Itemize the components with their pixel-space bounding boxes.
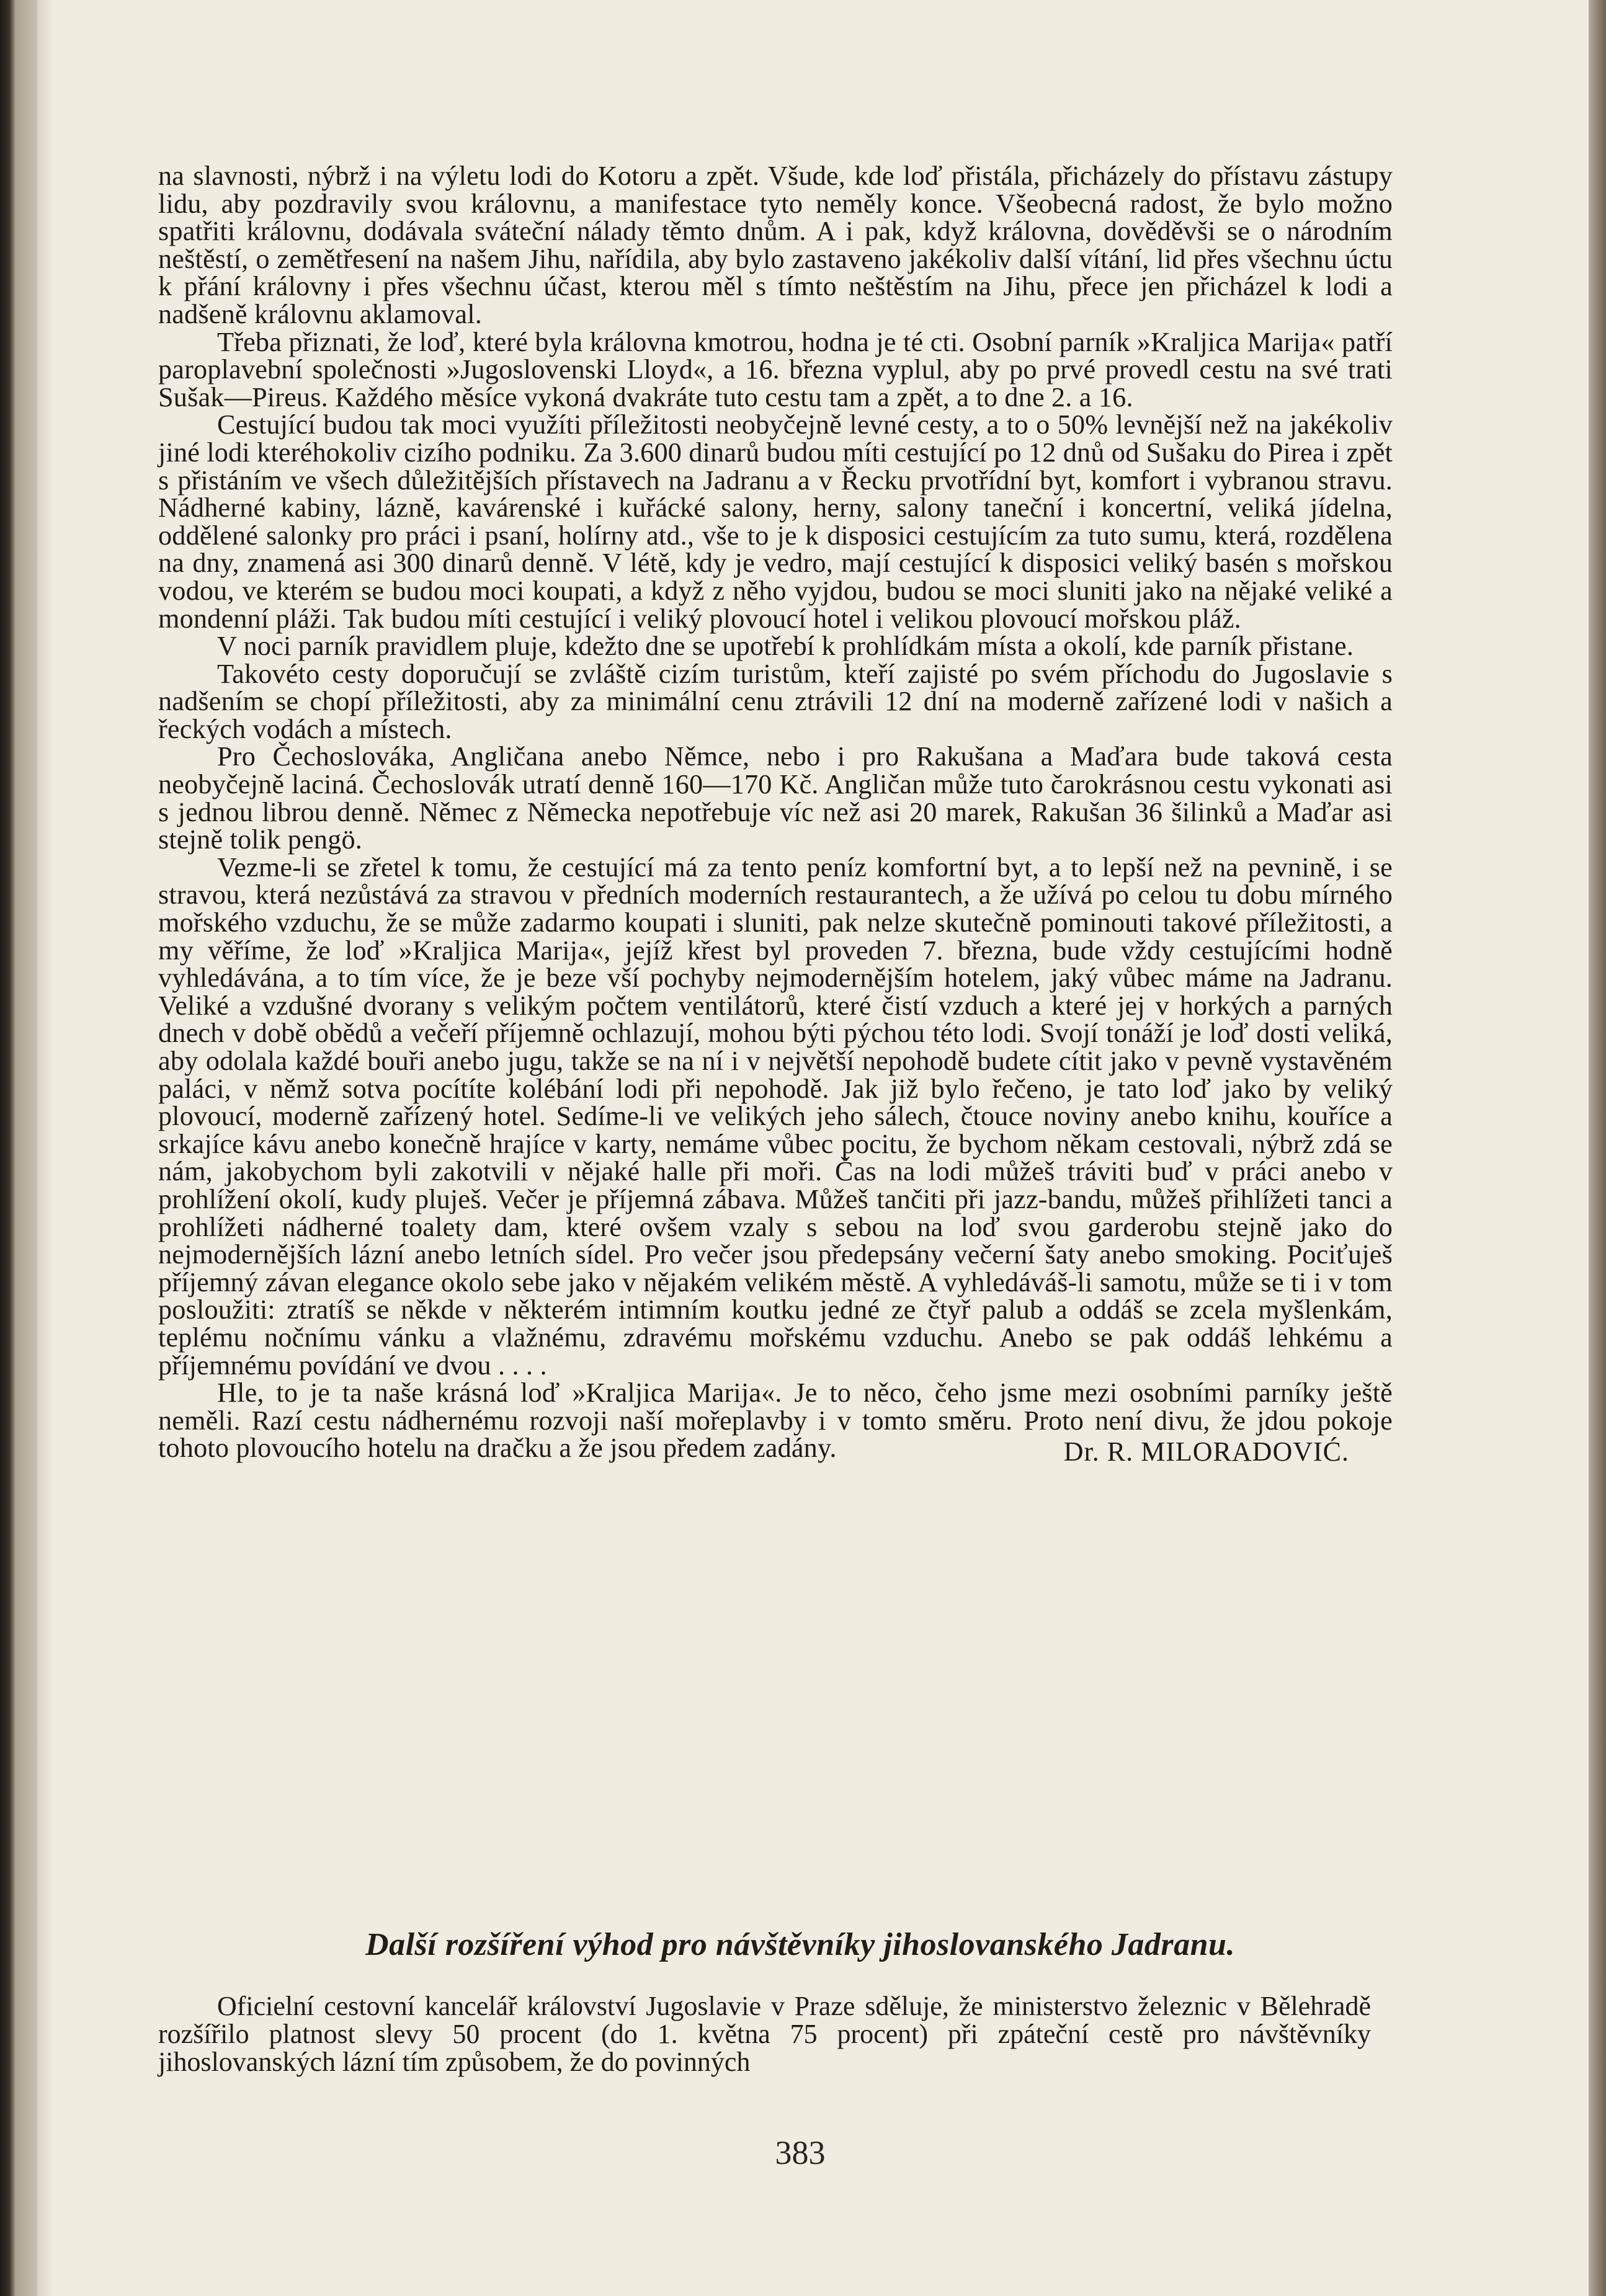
paragraph: Oficielní cestovní kancelář království Jugoslavie v Praze sděluje, že ministerstvo železnic v Bělehradě rozšířilo platnost slevy 50 procent (do 1. května 75 procent) při zpáteční cestě pro návštěvníky jihoslovanských lázní tím způsobem, že do povinných [158, 1991, 1371, 2077]
page-number: 383 [775, 2134, 826, 2171]
spine-shadow [16, 0, 53, 2296]
article-body [158, 161, 1393, 1467]
paragraph: V noci parník pravidlem pluje, kdežto dne se upotřebí k prohlídkám místa a okolí, kde parník přistane. [217, 631, 1354, 662]
page-edge [1589, 0, 1606, 2296]
paragraph: Hle, to je ta naše krásná loď »Kraljica Marija«. Je to něco, čeho jsme mezi osobními parníky ještě neměli. Razí cestu nádhernému rozvoji naší mořeplavby i v tomto směru. Proto není divu, že jdou pokoje tohoto plovoucího hotelu na dračku a že jsou předem zadány. [158, 1377, 1393, 1464]
paragraph: Pro Čechoslováka, Angličana anebo Němce, nebo i pro Rakušana a Maďara bude taková cesta neobyčejně laciná. Čechoslovák utratí denně 160—170 Kč. Angličan může tuto čarokrásnou cestu vykonati asi s jednou librou denně. Němec z Německa nepotřebuje víc než asi 20 marek, Rakušan 36 šilinků a Maďar asi stejně tolik pengö. [158, 741, 1393, 855]
paragraph: Vezme-li se zřetel k tomu, že cestující má za tento peníz komfortní byt, a to lepší než na pevnině, i se stravou, která nezůstává za stravou v předních moderních restaurantech, a že užívá po celou tu dobu mírného mořského vzduchu, že se může zadarmo koupati i sluniti, pak nelze skutečně pominouti takové příležitosti, a my věříme, že loď »Kraljica Marija«, jejíž křest byl proveden 7. března, bude vždy cestujícími hodně vyhledávána, a to tím více, že je beze vší pochyby nejmodernějším hotelem, jaký vůbec máme na Jadranu. Veliké a vzdušné dvorany s velikým počtem ventilátorů, které čistí vzduch a které jej v horkých a parných dnech v době obědů a večeří příjemně ochlazují, mohou býti pýchou této lodi. Svojí tonáží je loď dosti veliká, aby odolala každé bouři anebo jugu, takže se na ní i v největší nepohodě budete cítit jako v pevně vystavěném paláci, v němž sotva pocítíte kolébání lodi při nepohodě. Jak již bylo řečeno, je tato loď jako by veliký plovoucí, moderně zařízený hotel. Sedíme-li ve velikých jeho sálech, čtouce noviny anebo knihu, kouříce a srkajíce kávu anebo konečně hrajíce v karty, nemáme vůbec pocitu, že bychom někam cestovali, nýbrž zdá se nám, jakobychom byli zakotvili v nějaké halle při moři. Čas na lodi můžeš tráviti buď v práci anebo v prohlížení okolí, kudy pluješ. Večer je příjemná zábava. Můžeš tančiti při jazz-bandu, můžeš přihlížeti tanci a prohlížeti nádherné toalety dam, které ovšem vzaly s sebou na loď svou garderobu stejně jako do nejmodernějších lázní anebo letních sídel. Pro večer jsou předepsány večerní šaty anebo smoking. Pociťuješ příjemný závan elegance okolo sebe jako v nějakém velikém městě. A vyhledáváš-li samotu, může se ti i v tom posloužiti: ztratíš se někde v některém intimním koutku jedné ze čtyř palub a oddáš se zcela myšlenkám, teplému nočnímu vánku a vlažnému, zdravému mořskému vzduchu. Anebo se pak oddáš lehkému a příjemnému povídání ve dvou . . . . [158, 852, 1393, 1381]
next-article-title: Další rozšíření výhod pro návštěvníky jihoslovanského Jadranu. [365, 1927, 1235, 1962]
author-signature: Dr. R. MILORADOVIĆ. [1063, 1436, 1349, 1467]
paragraph: Třeba přiznati, že loď, které byla královna kmotrou, hodna je té cti. Osobní parník »Kraljica Marija« patří paroplavební společnosti »Jugoslovenski Lloyd«, a 16. března vyplul, aby po prvé provedl cestu na své trati Sušak—Pireus. Každého měsíce vykoná dvakráte tuto cestu tam a zpět, a to dne 2. a 16. [158, 326, 1393, 412]
next-article-body [158, 1992, 1371, 2076]
book-binding [0, 0, 16, 2296]
paragraph: na slavnosti, nýbrž i na výletu lodi do Kotoru a zpět. Všude, kde loď přistála, přicházely do přístavu zástupy lidu, aby pozdravily svou královnu, a manifestace tyto neměly konce. Všeobecná radost, že bylo možno spatřiti královnu, dodávala sváteční nálady těmto dnům. A i pak, když královna, dověděvši se o národním neštěstí, o zemětřesení na našem Jihu, nařídila, aby bylo zastaveno jakékoliv další vítání, lid přes všechnu úctu k přání královny i přes všechnu účast, kterou měl s tímto neštěstím na Jihu, přece jen přicházel k lodi a nadšeně královnu aklamoval. [158, 161, 1393, 329]
paragraph: Cestující budou tak moci využíti příležitosti neobyčejně levné cesty, a to o 50% levnější než na jakékoliv jiné lodi kteréhokoliv cizího podniku. Za 3.600 dinarů budou míti cestující po 12 dnů od Sušaku do Pirea i zpět s přistáním ve všech důležitějších přístavech na Jadranu a v Řecku prvotřídní byt, komfort i vybranou stravu. Nádherné kabiny, lázně, kavárenské i kuřácké salony, herny, salony taneční i koncertní, veliká jídelna, oddělené salonky pro práci i psaní, holírny atd., vše to je k disposici cestujícím za tuto sumu, která, rozdělena na dny, znamená asi 300 dinarů denně. V létě, kdy je vedro, mají cestující k disposici veliký basén s mořskou vodou, ve kterém se budou moci koupati, a když z něho vyjdou, budou se moci sluniti jako na nějaké veliké a mondenní pláži. Tak budou míti cestující i veliký plovoucí hotel i velikou plovoucí mořskou pláž. [158, 409, 1393, 634]
paragraph: Takovéto cesty doporučují se zvláště cizím turistům, kteří zajisté po svém příchodu do Jugoslavie s nadšením se chopí příležitosti, aby za minimální cenu ztrávili 12 dní na moderně zařízené lodi v našich a řeckých vodách a místech. [158, 658, 1393, 744]
closing-paragraph [158, 1377, 1393, 1467]
